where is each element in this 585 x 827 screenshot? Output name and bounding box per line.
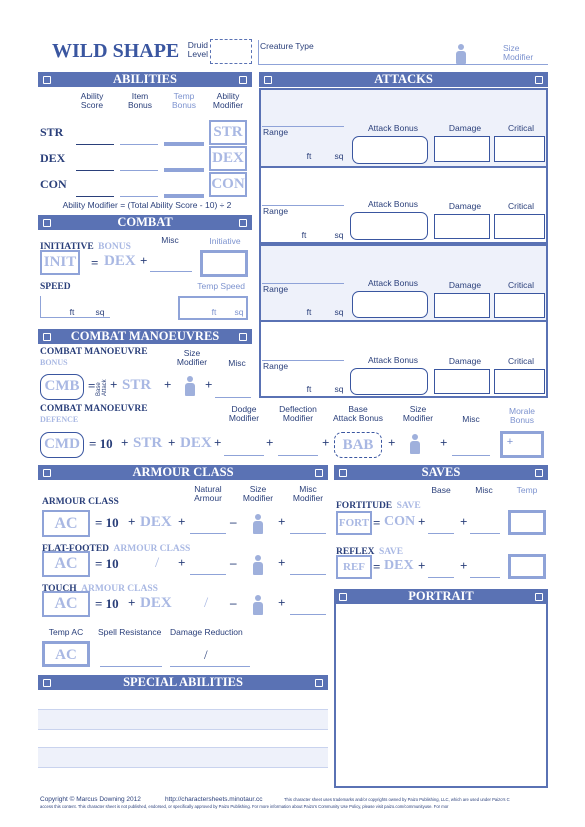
attack-3-damage-box[interactable] [434, 293, 490, 318]
str-item-line[interactable] [120, 144, 158, 145]
armour-class-header: ARMOUR CLASS [38, 465, 328, 480]
temp-ac-label: Temp AC [48, 627, 84, 637]
dodge-line[interactable] [224, 455, 264, 456]
cmd-plus7: + [440, 435, 448, 450]
cmd-plus1: + [121, 435, 129, 450]
ac-dex-ghost: DEX [140, 514, 172, 530]
cmd-defence-label: DEFENCE [40, 415, 79, 424]
saves-header: SAVES [334, 465, 548, 480]
fortitude-save-label: SAVE [396, 501, 421, 511]
special-abilities-row-4[interactable] [38, 748, 328, 768]
ac-minus: – [230, 514, 237, 529]
initiative-misc-header: Misc [161, 235, 179, 245]
saves-base-header: Base [431, 485, 451, 495]
attack-4-damage-box[interactable] [434, 369, 490, 394]
touch-dex-ghost: DEX [140, 595, 172, 611]
ac-size-header: Size Modifier [242, 484, 274, 503]
ff-plus2: + [278, 555, 286, 570]
footer-notice-2: access this content. This character sheet is not published, endorsed, or specifically approved by Paizo Publishing. For more information about Paizo's Community Use Policy, please visit paizo.com/communityuse. For mor [40, 804, 449, 809]
cmd-label: COMBAT MANOEUVRE [40, 404, 148, 414]
fort-box[interactable]: FORT [336, 511, 372, 535]
druid-level-label: Druid Level [187, 40, 208, 59]
deflection-header: Deflection Modifier [279, 404, 317, 423]
attack-3-critical-box[interactable] [494, 293, 545, 318]
armour-class-label: ARMOUR CLASS [42, 497, 119, 507]
cmb-misc-line[interactable] [215, 397, 251, 398]
cmd-plus2: + [168, 435, 176, 450]
speed-label: SPEED [40, 282, 71, 292]
cmb-bonus-label: BONUS [40, 358, 68, 367]
attack-1-critical-label: Critical [508, 123, 534, 133]
dex-temp-line[interactable] [164, 168, 204, 172]
special-abilities-row-1[interactable] [38, 690, 328, 710]
fort-plus1: + [418, 514, 426, 529]
ref-misc-line[interactable] [470, 577, 500, 578]
ability-score-header: Ability Score [80, 91, 104, 110]
attack-2-damage-box[interactable] [434, 214, 490, 239]
touch-misc-line[interactable] [290, 614, 326, 615]
attack-4-bonus-box[interactable] [350, 368, 428, 395]
touch-slash: / [204, 595, 209, 611]
size-figure-icon [456, 44, 466, 64]
dodge-header: Dodge Modifier [228, 404, 260, 423]
special-abilities-row-2[interactable] [38, 710, 328, 730]
con-score-line[interactable] [76, 196, 114, 197]
ref-equals: = [373, 559, 381, 574]
deflection-line[interactable] [278, 455, 318, 456]
attack-4-range-line[interactable] [262, 360, 344, 361]
footer-copyright: Copyright © Marcus Downing 2012 [40, 796, 141, 803]
ac-ten: 10 [105, 515, 119, 530]
ac-plus2: + [178, 514, 186, 529]
plus-sign: + [140, 253, 148, 268]
attack-4-critical-box[interactable] [494, 369, 545, 394]
fort-temp-box[interactable] [508, 510, 546, 535]
flat-footed-label: FLAT-FOOTED [42, 544, 110, 554]
fort-equals: = [373, 515, 381, 530]
attack-2-critical-box[interactable] [494, 214, 545, 239]
initiative-total-box[interactable] [200, 250, 248, 277]
cmb-equals: = [88, 378, 96, 393]
special-abilities-row-5[interactable] [38, 768, 328, 788]
damage-reduction-line[interactable] [170, 666, 250, 667]
cmb-size-figure-icon [185, 376, 195, 396]
base-attack-label: Base Attack [96, 379, 108, 396]
attack-2-ft: ft [301, 230, 307, 240]
ac-natural-line[interactable] [190, 533, 226, 534]
attack-4-damage-label: Damage [448, 356, 482, 366]
con-label: CON [40, 177, 67, 191]
attack-3-sq: sq [334, 307, 344, 317]
cmd-size-figure-icon [410, 434, 420, 454]
ff-minus: – [230, 555, 237, 570]
cmd-misc-header: Misc [462, 414, 480, 424]
fortitude-label: FORTITUDE [336, 501, 393, 511]
attack-3-bonus-box[interactable] [352, 291, 428, 318]
attack-1-sq: sq [334, 151, 344, 161]
abilities-header: ABILITIES [38, 72, 252, 87]
reflex-save-label: SAVE [379, 547, 404, 557]
attack-2-range-line[interactable] [262, 205, 344, 206]
fort-misc-line[interactable] [470, 533, 500, 534]
attack-2-critical-label: Critical [508, 201, 534, 211]
speed-sq: sq [95, 307, 105, 317]
cmd-plus6: + [388, 435, 396, 450]
ac-box[interactable]: AC [42, 510, 90, 537]
cmd-plus5: + [322, 435, 330, 450]
dex-score-line[interactable] [76, 170, 114, 171]
ref-dex-ghost: DEX [384, 558, 414, 573]
initiative-col-header: Initiative [209, 236, 241, 246]
attack-1-critical-box[interactable] [494, 136, 545, 162]
attack-1-bonus-box[interactable] [352, 136, 428, 164]
attack-3-bonus-label: Attack Bonus [367, 278, 419, 288]
size-modifier-label: Size Modifier [503, 43, 534, 62]
touch-label: TOUCH [42, 584, 77, 594]
ac-misc-line[interactable] [290, 533, 326, 534]
attack-3-range: Range [263, 284, 289, 294]
attack-2-bonus-box[interactable] [350, 212, 428, 240]
ref-base-line[interactable] [428, 577, 454, 578]
ff-ten: 10 [105, 556, 119, 571]
ff-natural-line[interactable] [190, 574, 226, 575]
combat-manoeuvres-header: COMBAT MANOEUVRES [38, 329, 252, 344]
attack-3-range-line[interactable] [262, 283, 344, 284]
cmb-str-ghost: STR [122, 377, 152, 393]
ac-size-figure-icon [253, 514, 263, 534]
touch-equals: = 10 [95, 596, 119, 611]
attack-4-sq: sq [334, 384, 344, 394]
ability-formula: Ability Modifier = (Total Ability Score - 10) ÷ 2 [62, 200, 232, 210]
saves-temp-header: Temp [516, 485, 538, 495]
attack-3-ft: ft [306, 307, 312, 317]
temp-speed-sq: sq [234, 307, 244, 317]
ff-plus1: + [178, 555, 186, 570]
temp-bonus-header: Temp Bonus [171, 91, 197, 110]
cmb-misc-header: Misc [228, 358, 246, 368]
combat-header: COMBAT [38, 215, 252, 230]
ref-plus2: + [460, 558, 468, 573]
init-dex-ghost: DEX [104, 253, 136, 269]
footer-url[interactable]: http://charactersheets.minotaur.cc [165, 796, 263, 803]
ac-plus3: + [278, 514, 286, 529]
cmb-label: COMBAT MANOEUVRE [40, 347, 148, 357]
ff-equals: = 10 [95, 556, 119, 571]
attack-2-damage-label: Damage [448, 201, 482, 211]
attack-1-damage-label: Damage [448, 123, 482, 133]
temp-speed-ft: ft [211, 307, 217, 317]
attack-1-damage-box[interactable] [434, 136, 490, 162]
fort-con-ghost: CON [384, 514, 416, 529]
creature-type-label: Creature Type [260, 41, 314, 51]
temp-speed-label: Temp Speed [197, 281, 245, 291]
attack-2-bonus-label: Attack Bonus [367, 199, 419, 209]
bab-box[interactable]: BAB [334, 432, 382, 458]
spell-resistance-label: Spell Resistance [98, 627, 162, 637]
bab-header: Base Attack Bonus [332, 404, 384, 423]
cmd-dex-ghost: DEX [180, 435, 212, 451]
attack-3-critical-label: Critical [508, 280, 534, 290]
cmd-equals: = 10 [89, 436, 113, 451]
touch-sub-label: ARMOUR CLASS [81, 584, 158, 594]
ref-plus1: + [418, 558, 426, 573]
speed-ft: ft [69, 307, 75, 317]
ref-box[interactable]: REF [336, 555, 372, 579]
dex-mod-box[interactable]: DEX [209, 146, 247, 171]
druid-level-input[interactable] [210, 39, 252, 64]
ac-misc-header: Misc Modifier [292, 484, 324, 503]
initiative-label: INITIATIVE [40, 242, 94, 252]
morale-plus: + [506, 436, 514, 448]
touch-ten: 10 [105, 596, 119, 611]
flat-footed-sub-label: ARMOUR CLASS [113, 544, 191, 554]
ff-slash: / [155, 555, 160, 571]
cmb-size-header: Size Modifier [176, 348, 208, 367]
ff-misc-line[interactable] [290, 574, 326, 575]
ff-ac-box[interactable]: AC [42, 551, 90, 577]
initiative-bonus-label: BONUS [98, 242, 131, 252]
special-abilities-header: SPECIAL ABILITIES [38, 675, 328, 690]
dex-label: DEX [40, 151, 66, 165]
reflex-label: REFLEX [336, 547, 375, 557]
ref-temp-box[interactable] [508, 554, 546, 579]
attack-2-sq: sq [334, 230, 344, 240]
ac-equals: = 10 [95, 515, 119, 530]
ac-plus1: + [128, 514, 136, 529]
str-score-line[interactable] [76, 144, 114, 145]
attack-3-damage-label: Damage [448, 280, 482, 290]
saves-misc-header: Misc [475, 485, 493, 495]
morale-header: Morale Bonus [509, 406, 535, 425]
cmd-box[interactable]: CMD [40, 432, 84, 458]
temp-ac-box[interactable]: AC [42, 641, 90, 667]
str-label: STR [40, 125, 64, 139]
cmd-str-ghost: STR [133, 435, 163, 451]
cmd-size-header: Size Modifier [402, 404, 434, 423]
touch-size-figure-icon [253, 595, 263, 615]
damage-reduction-slash: / [204, 647, 208, 662]
touch-plus1: + [128, 595, 136, 610]
con-mod-box[interactable]: CON [209, 172, 247, 197]
dex-item-line[interactable] [120, 170, 158, 171]
attack-1-range: Range [263, 127, 289, 137]
cmb-box[interactable]: CMB [40, 374, 84, 400]
cmd-ten: 10 [99, 436, 113, 451]
cmd-plus4: + [266, 435, 274, 450]
equals-sign: = [91, 255, 99, 270]
attack-4-ft: ft [306, 384, 312, 394]
attack-2-range: Range [263, 206, 289, 216]
attacks-header: ATTACKS [259, 72, 548, 87]
con-item-line[interactable] [120, 196, 158, 197]
cmb-plus3: + [205, 377, 213, 392]
natural-armour-header: Natural Armour [194, 484, 222, 503]
special-abilities-row-3[interactable] [38, 730, 328, 748]
attack-1-bonus-label: Attack Bonus [367, 123, 419, 133]
ff-size-figure-icon [253, 555, 263, 575]
init-misc-line[interactable] [150, 271, 192, 272]
portrait-area[interactable] [334, 604, 548, 788]
cmb-plus1: + [110, 377, 118, 392]
str-temp-line[interactable] [164, 142, 204, 146]
fort-base-line[interactable] [428, 533, 454, 534]
page-title: WILD SHAPE [52, 40, 180, 62]
item-bonus-header: Item Bonus [127, 91, 153, 110]
attack-4-range: Range [263, 361, 289, 371]
attack-1-ft: ft [306, 151, 312, 161]
str-mod-box[interactable]: STR [209, 120, 247, 145]
touch-ac-box[interactable]: AC [42, 591, 90, 617]
attack-1-range-line[interactable] [262, 126, 344, 127]
spell-resistance-line[interactable] [100, 666, 162, 667]
attack-4-critical-label: Critical [508, 356, 534, 366]
ability-modifier-header: Ability Modifier [212, 91, 244, 110]
touch-minus: – [230, 595, 237, 610]
attack-4-bonus-label: Attack Bonus [367, 355, 419, 365]
cmd-misc-line[interactable] [452, 455, 490, 456]
fort-plus2: + [460, 514, 468, 529]
damage-reduction-label: Damage Reduction [170, 627, 243, 637]
init-box[interactable]: INIT [40, 250, 80, 275]
touch-plus2: + [278, 595, 286, 610]
cmd-plus3: + [214, 435, 222, 450]
portrait-header: PORTRAIT [334, 589, 548, 604]
con-temp-line[interactable] [164, 194, 204, 198]
cmb-plus2: + [164, 377, 172, 392]
footer-notice-1: This character sheet uses trademarks and/or copyrights owned by Paizo Publishing, LLC, which are used under Paizo's C [284, 797, 510, 802]
